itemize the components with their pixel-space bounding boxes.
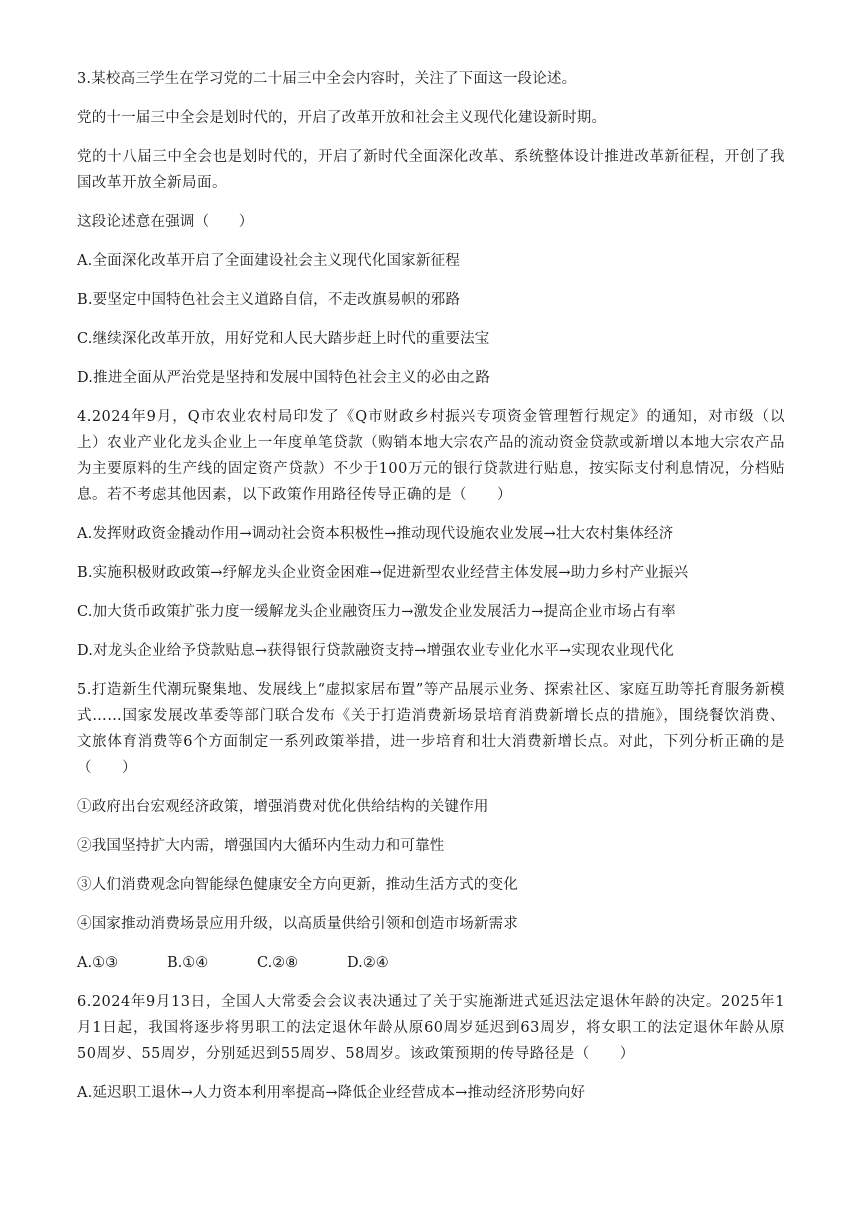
q4-option-b[interactable]: B.实施积极财政政策→纾解龙头企业资金困难→促进新型农业经营主体发展→助力乡村产业振兴 <box>77 565 689 581</box>
q3-option-c[interactable]: C.继续深化改革开放，用好党和人民大踏步赶上时代的重要法宝 <box>77 331 490 347</box>
q5-item-1: ①政府出台宏观经济政策，增强消费对优化供给结构的关键作用 <box>77 799 489 815</box>
q4-stem: 4.2024年9月，Q市农业农村局印发了《Q市财政乡村振兴专项资金管理暂行规定》的通知，对市级（以上）农业产业化龙头企业上一年度单笔贷款（购销本地大宗农产品的流动资金贷款或新增以本地大宗农产品为主要原料的生产线的固定资产贷款）不少于100万元的银行贷款进行贴息，按实际支付利息情况，分档贴息。若不考虑其他因素，以下政策作用路径传导正确的是（ ） <box>77 409 785 503</box>
q5-choice-b[interactable]: B.①④ <box>167 955 209 971</box>
q5-choices <box>77 950 785 976</box>
q5-item-4: ④国家推动消费场景应用升级，以高质量供给引领和创造市场新需求 <box>77 916 518 932</box>
q3-option-b[interactable]: B.要坚定中国特色社会主义道路自信，不走改旗易帜的邪路 <box>77 292 461 308</box>
q6-stem: 6.2024年9月13日，全国人大常委会会议表决通过了关于实施渐进式延迟法定退休年龄的决定。2025年1月1日起，我国将逐步将男职工的法定退休年龄从原60周岁延迟到63周岁，将女职工的法定退休年龄从原50周岁、55周岁，分别延迟到55周岁、58周岁。该政策预期的传导路径是（ ） <box>77 994 785 1062</box>
q4-option-a[interactable]: A.发挥财政资金撬动作用→调动社会资本积极性→推动现代设施农业发展→壮大农村集体经济 <box>77 526 674 542</box>
q5-choice-c[interactable]: C.②⑧ <box>257 955 299 971</box>
q5-choice-d[interactable]: D.②④ <box>347 955 389 971</box>
q3-option-d[interactable]: D.推进全面从严治党是坚持和发展中国特色社会主义的必由之路 <box>77 370 491 386</box>
q5-item-3: ③人们消费观念向智能绿色健康安全方向更新，推动生活方式的变化 <box>77 877 518 893</box>
exam-page <box>77 66 785 1119</box>
q6-option-a[interactable]: A.延迟职工退休→人力资本利用率提高→降低企业经营成本→推动经济形势向好 <box>77 1085 586 1101</box>
q3-ask: 这段论述意在强调（ ） <box>77 214 254 230</box>
q3-quote-1: 党的十一届三中全会是划时代的，开启了改革开放和社会主义现代化建设新时期。 <box>77 110 607 126</box>
q4-option-c[interactable]: C.加大货币政策扩张力度一缓解龙头企业融资压力→激发企业发展活力→提高企业市场占有率 <box>77 604 676 620</box>
q3-quote-2: 党的十八届三中全会也是划时代的，开启了新时代全面深化改革、系统整体设计推进改革新征程，开创了我国改革开放全新局面。 <box>77 149 785 191</box>
q5-choice-a[interactable]: A.①③ <box>77 955 119 971</box>
q4-option-d[interactable]: D.对龙头企业给予贷款贴息→获得银行贷款融资支持→增强农业专业化水平→实现农业现代化 <box>77 643 675 659</box>
q3-stem: 3.某校高三学生在学习党的二十届三中全会内容时，关注了下面这一段论述。 <box>77 71 577 87</box>
q5-item-2: ②我国坚持扩大内需，增强国内大循环内生动力和可靠性 <box>77 838 445 854</box>
q3-option-a[interactable]: A.全面深化改革开启了全面建设社会主义现代化国家新征程 <box>77 253 460 269</box>
q5-stem: 5.打造新生代潮玩聚集地、发展线上“虚拟家居布置”等产品展示业务、探索社区、家庭互助等托育服务新模式……国家发展改革委等部门联合发布《关于打造消费新场景培育消费新增长点的措施》，围绕餐饮消费、文旅体育消费等6个方面制定一系列政策举措，进一步培育和壮大消费新增长点。对此，下列分析正确的是（ ） <box>77 682 785 776</box>
